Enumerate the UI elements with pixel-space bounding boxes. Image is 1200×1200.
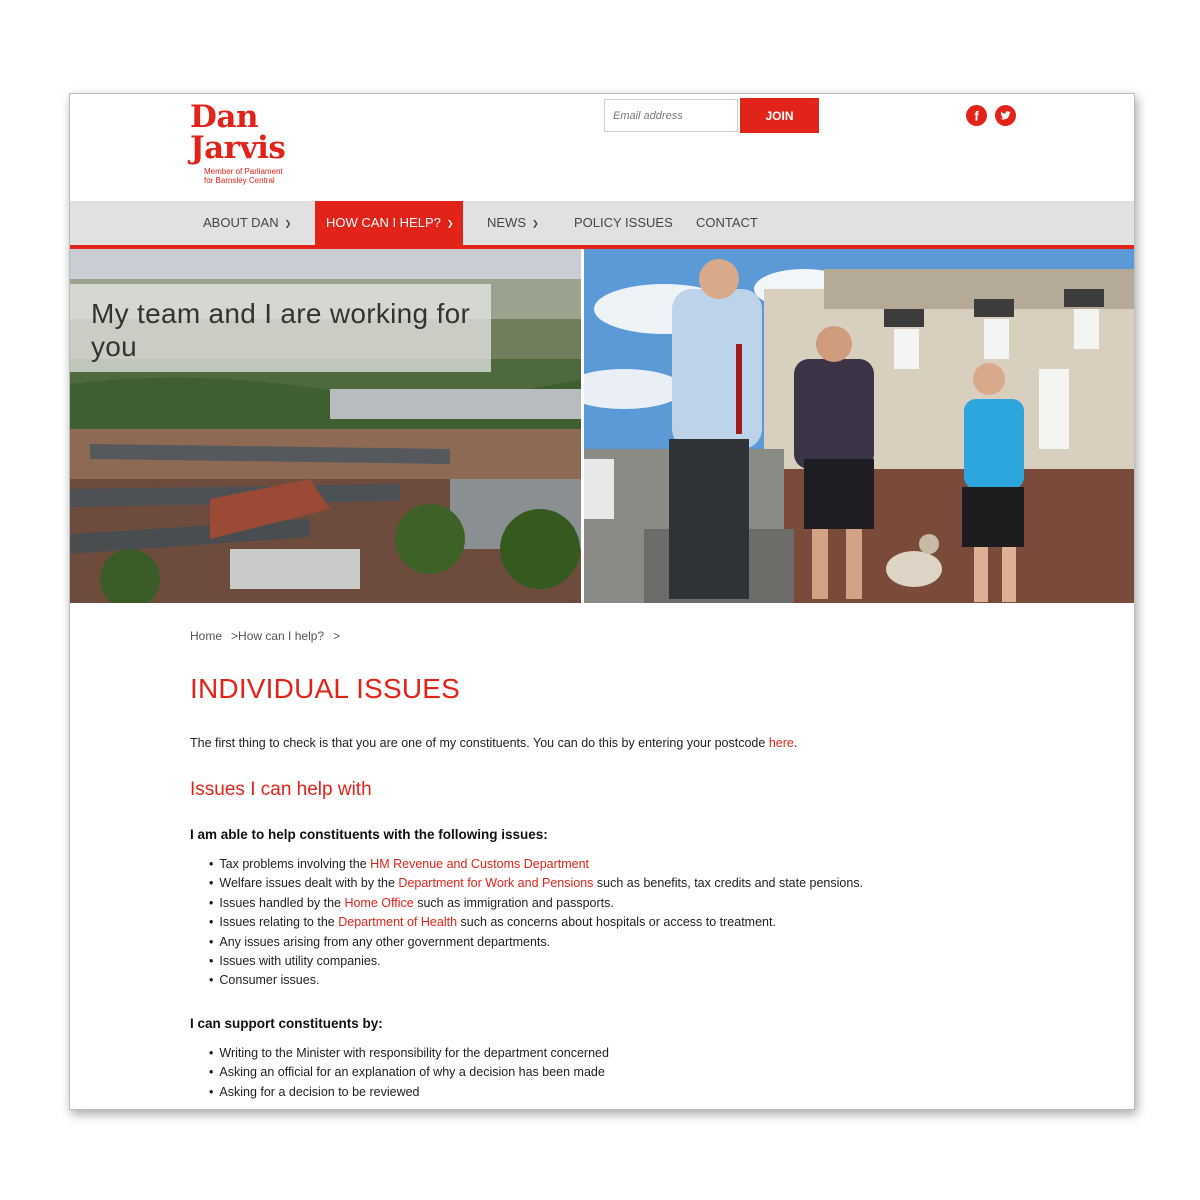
chevron-down-icon: ❯ <box>532 219 539 229</box>
hero-caption <box>70 284 491 372</box>
list-item-text: Consumer issues. <box>219 973 320 988</box>
nav-label: NEWS <box>487 215 526 230</box>
breadcrumb-separator: > <box>333 629 341 643</box>
nav-label: ABOUT DAN <box>203 215 279 230</box>
email-input[interactable] <box>604 99 738 132</box>
list-item <box>209 933 863 952</box>
nav-item-how-can-i-help[interactable] <box>315 201 463 245</box>
help-list <box>209 855 863 991</box>
list-item <box>209 971 863 990</box>
list-item <box>209 855 863 874</box>
nav-item-contact[interactable] <box>685 201 769 245</box>
breadcrumb <box>190 629 340 643</box>
department-of-health-link[interactable]: Department of Health <box>338 915 458 930</box>
logo-subtitle-line1: Member of Parliament <box>204 167 283 176</box>
hero-caption-text: My team and I are working for you <box>91 298 471 362</box>
logo-name-first: Dan <box>190 99 259 135</box>
list-item: • Asking an official for an explanation of why a decision has been made <box>209 1063 609 1082</box>
help-heading: I am able to help constituents with the following issues: <box>190 827 548 842</box>
list-item-text: Welfare issues dealt with by the <box>219 876 399 891</box>
nav-item-about-dan[interactable] <box>192 201 302 245</box>
intro-end: . <box>793 736 798 750</box>
nav-label: POLICY ISSUES <box>574 215 673 230</box>
main-nav <box>70 201 1134 249</box>
postcode-link[interactable]: here <box>768 736 794 750</box>
nav-label: HOW CAN I HELP? <box>326 215 441 230</box>
facebook-icon[interactable] <box>966 105 987 126</box>
nav-label: CONTACT <box>696 215 758 230</box>
list-item <box>209 952 863 971</box>
logo-name-last: Jarvis <box>190 130 286 166</box>
twitter-icon[interactable] <box>995 105 1016 126</box>
site-logo[interactable] <box>190 99 286 185</box>
list-item-text: such as benefits, tax credits and state pensions. <box>593 876 864 891</box>
page-title: INDIVIDUAL ISSUES <box>190 673 460 704</box>
nav-item-news[interactable] <box>476 201 550 245</box>
list-item-text: such as immigration and passports. <box>413 895 614 910</box>
nav-item-policy-issues[interactable] <box>563 201 684 245</box>
list-item <box>209 894 863 913</box>
intro-paragraph <box>190 736 797 750</box>
list-item-text: Any issues arising from any other government departments. <box>219 934 551 949</box>
list-item-text: Issues relating to the <box>219 915 339 930</box>
logo-subtitle-line2: for Barnsley Central <box>204 176 275 185</box>
support-list <box>209 1044 609 1102</box>
dwp-link[interactable]: Department for Work and Pensions <box>398 876 594 891</box>
hero-street-image <box>584 249 1134 603</box>
svg-text:f: f <box>974 108 979 124</box>
list-item <box>209 874 863 893</box>
list-item <box>209 913 863 932</box>
list-item-text: Issues handled by the <box>219 895 345 910</box>
chevron-down-icon: ❯ <box>446 219 454 229</box>
hmrc-link[interactable]: HM Revenue and Customs Department <box>370 857 590 871</box>
chevron-down-icon: ❯ <box>284 219 292 229</box>
support-heading: I can support constituents by: <box>190 1016 383 1031</box>
breadcrumb-separator: > <box>231 629 239 643</box>
intro-text: The first thing to check is that you are one of my constituents. You can do this by entering your postcode <box>190 736 769 750</box>
home-office-link[interactable]: Home Office <box>344 895 414 910</box>
breadcrumb-how-can-i-help[interactable]: How can I help? <box>238 629 325 643</box>
breadcrumb-home[interactable]: Home <box>190 629 223 643</box>
list-item-text: such as concerns about hospitals or access to treatment. <box>457 915 776 930</box>
list-item-text: Issues with utility companies. <box>219 953 381 968</box>
list-item-text: Tax problems involving the <box>219 857 371 871</box>
browser-page <box>69 93 1135 1110</box>
list-item: • Writing to the Minister with responsibility for the department concerned <box>209 1044 609 1063</box>
list-item: • Asking for a decision to be reviewed <box>209 1083 609 1102</box>
join-button[interactable]: JOIN <box>740 98 819 133</box>
issues-heading: Issues I can help with <box>190 779 372 800</box>
